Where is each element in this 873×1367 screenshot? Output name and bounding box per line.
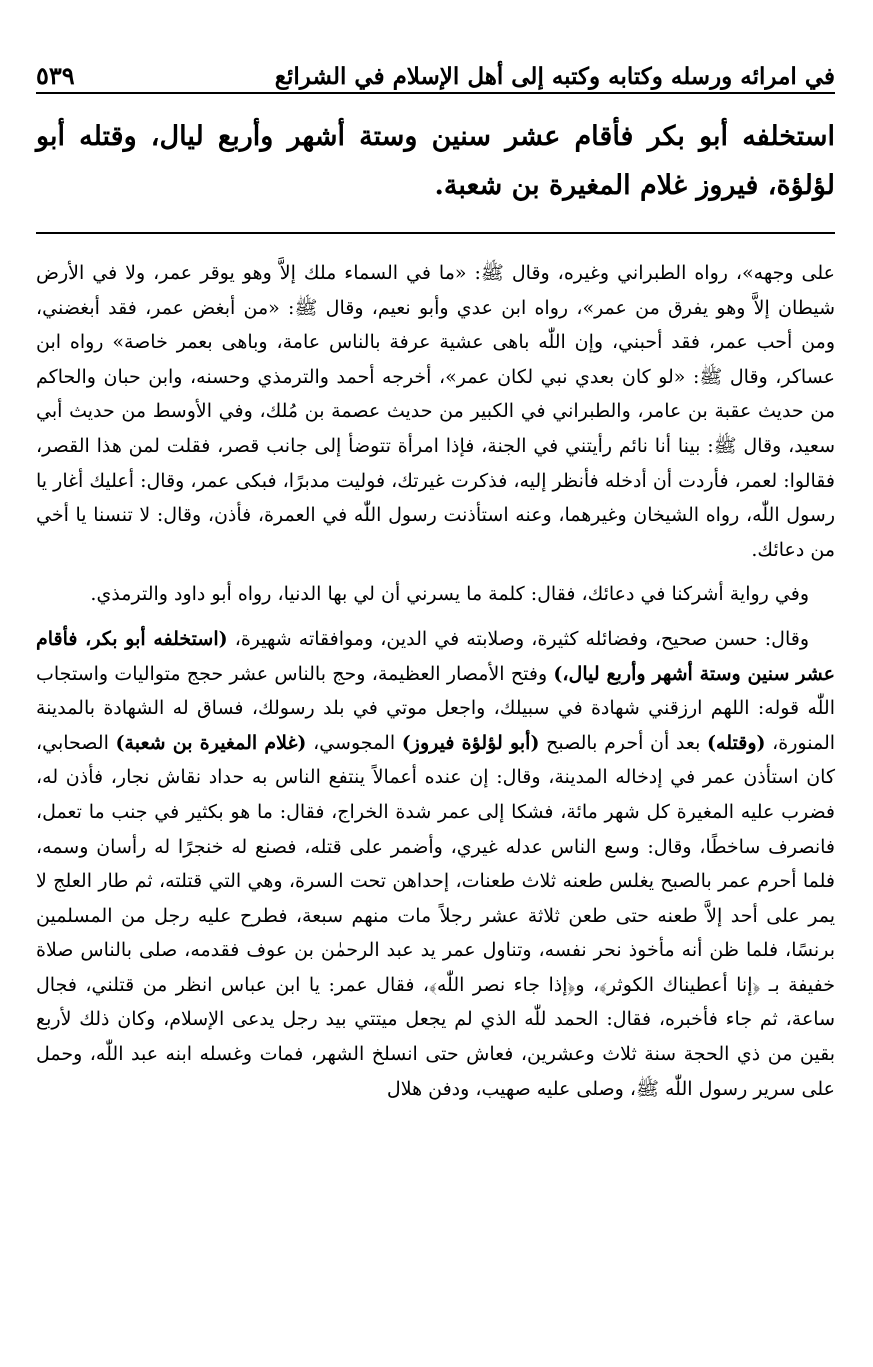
running-title: في امرائه ورسله وكتابه وكتبه إلى أهل الإسلام في الشرائع bbox=[274, 63, 835, 90]
text-run: بعد أن أحرم بالصبح bbox=[539, 731, 708, 754]
text-run: وقال: حسن صحيح، وفضائله كثيرة، وصلابته في الدين، وموافقاته شهيرة، bbox=[227, 627, 809, 650]
running-header bbox=[36, 42, 835, 94]
page-number: ٥٣٩ bbox=[36, 61, 75, 90]
main-text: استخلفه أبو بكر فأقام عشر سنين وستة أشهر وأربع ليال، وقتله أبو لؤلؤة، فيروز غلام المغيرة بن شعبة. bbox=[36, 121, 835, 201]
commentary-paragraph-2: وفي رواية أشركنا في دعائك، فقال: كلمة ما يسرني أن لي بها الدنيا، رواه أبو داود والترمذي. bbox=[90, 583, 809, 606]
footnote-divider bbox=[36, 232, 835, 234]
quoted-matn: (استخلفه أبو بكر، فأقام عشر سنين وستة أشهر وأربع ليال،) bbox=[36, 627, 836, 685]
quoted-matn: (غلام المغيرة بن شعبة) bbox=[115, 731, 307, 754]
quoted-matn: (أبو لؤلؤة فيروز) bbox=[401, 731, 540, 754]
text-run: وفتح الأمصار العظيمة، وحج بالناس عشر حجج متواليات واستجاب اللّٰه قوله: اللهم ارزقني شهادة في سبيلك، واجعل موتي في بلد رسولك، فساق له الشهادة بالمدينة المنورة، bbox=[36, 662, 836, 754]
quoted-matn: (وقتله) bbox=[707, 731, 766, 754]
commentary-paragraph-3 bbox=[36, 622, 835, 1106]
text-run: المجوسي، bbox=[306, 731, 402, 754]
commentary-paragraph-1: على وجهه»، رواه الطبراني وغيره، وقال ﷺ: «ما في السماء ملك إلاَّ وهو يوقر عمر، ولا في الأرض شيطان إلاَّ وهو يفرق من عمر»، رواه ابن عدي وأبو نعيم، وقال ﷺ: «من أبغض عمر، فقد أبغضني، ومن أحب عمر، فقد أحبني، وإن اللّٰه باهى عشية عرفة بالناس عامة، وباهى بعمر خاصة» رواه ابن عساكر، وقال ﷺ: «لو كان بعدي نبي لكان عمر»، أخرجه أحمد والترمذي وحسنه، وابن حبان والحاكم من حديث عقبة بن عامر، والطبراني في الكبير من حديث عصمة بن مُلك، وفي الأوسط من حديث أبي سعيد، وقال ﷺ: بينا أنا نائم رأيتني في الجنة، فإذا امرأة تتوضأ إلى جانب قصر، فقلت لمن هذا القصر، فقالوا: لعمر، فأردت أن أدخله فأنظر إليه، فذكرت غيرتك، فوليت مدبرًا، فبكى عمر، وقال: أعليك أغار يا رسول اللّٰه، رواه الشيخان وغيرهما، وعنه استأذنت رسول اللّٰه في العمرة، فأذن، وقال: لا تنسنا يا أخي من دعائك. bbox=[36, 262, 835, 561]
text-run: الصحابي، كان استأذن عمر في إدخاله المدينة، وقال: إن عنده أعمالاً ينتفع الناس به حداد نقاش نجار، فأذن له، فضرب عليه المغيرة كل شهر مائة، فشكا إلى عمر شدة الخراج، فقال: ما هو بكثير في جنب ما تعمل، فانصرف ساخطًا، وقال: وسع الناس عدله غيري، وأضمر على قتله، فصنع له خنجرًا له رأسان وسمه، فلما أحرم عمر بالصبح يغلس طعنه ثلاث طعنات، إحداهن تحت السرة، وهي التي قتلته، ثم طار العلج لا يمر على أحد إلاَّ طعنه حتى طعن ثلاثة عشر رجلاً مات منهم سبعة، فطرح عليه رجل من المسلمين برنسًا، فلما ظن أنه مأخوذ نحر نفسه، وتناول عمر يد عبد الرحمٰن بن عوف فقدمه، صلى بالناس صلاة خفيفة بـ ﴿إنا أعطيناك الكوثر﴾، و﴿إذا جاء نصر اللّٰه﴾، فقال عمر: يا ابن عباس انظر من قتلني، فجال ساعة، ثم جاء فأخبره، فقال: الحمد للّٰه الذي لم يجعل ميتتي بيد رجل يدعى الإسلام، وكان ذلك لأربع بقين من ذي الحجة سنة ثلاث وعشرين، فعاش حتى انسلخ الشهر، فمات وغسله ابنه عبد اللّٰه، وحمل على سرير رسول اللّٰه ﷺ، وصلى عليه صهيب، ودفن هلال bbox=[36, 731, 835, 1100]
commentary bbox=[36, 256, 835, 1106]
